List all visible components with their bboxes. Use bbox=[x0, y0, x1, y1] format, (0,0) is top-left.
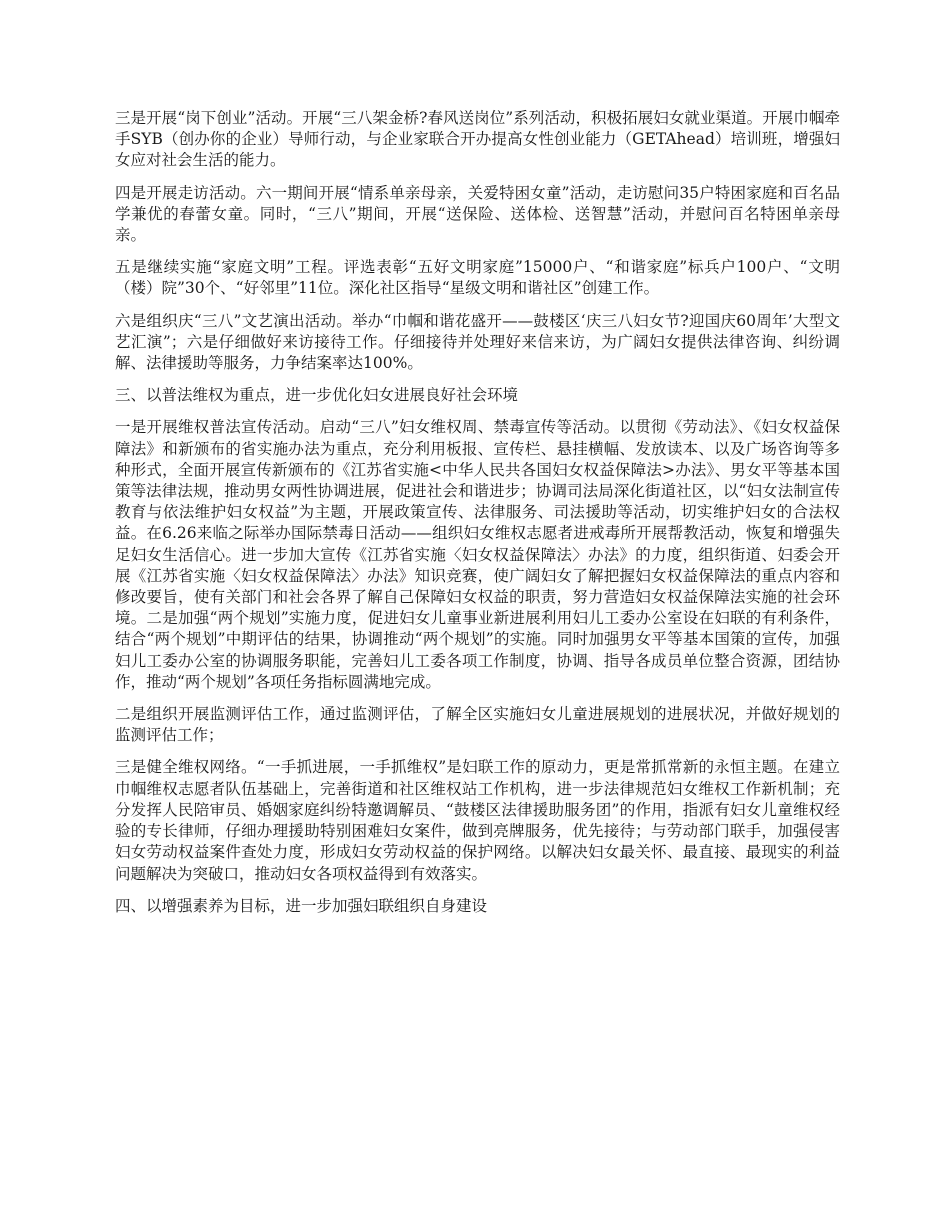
section-heading-self-building: 四、以增强素养为目标，进一步加强妇联组织自身建设 bbox=[115, 896, 488, 915]
paragraph-rights-network: 三是健全维权网络。“一手抓进展，一手抓维权”是妇联工作的原动力，更是常抓常新的永恒主题。在建立巾帼维权志愿者队伍基础上，完善街道和社区维权站工作机构，进一步法律规范妇女维权工作新机制；充分发挥人民陪审员、婚姻家庭纠纷特邀调解员、“鼓楼区法律援助服务团”的作用，指派有妇女儿童维权经验的专长律师，仔细办理援助特别困难妇女案件，做到亮牌服务，优先接待；与劳动部门联手，加强侵害妇女劳动权益案件查处力度，形成妇女劳动权益的保护网络。以解决妇女最关怀、最直接、最现实的利益问题解决为突破口，推动妇女各项权益得到有效落实。 bbox=[115, 758, 840, 883]
paragraph-legal-publicity: 一是开展维权普法宣传活动。启动“三八”妇女维权周、禁毒宣传等活动。以贯彻《劳动法》、《妇女权益保障法》和新颁布的省实施办法为重点，充分利用板报、宣传栏、悬挂横幅、发放读本、以及广场咨询等多种形式，全面开展宣传新颁布的《江苏省实施<中华人民共各国妇女权益保障法>办法》、男女平等基本国策等法律法规，推动男女两性协调进展，促进社会和谐进步；协调司法局深化街道社区，以“妇女法制宣传教育与依法维护妇女权益”为主题，开展政策宣传、法律服务、司法援助等活动，切实维护妇女的合法权益。在6.26来临之际举办国际禁毒日活动——组织妇女维权志愿者进戒毒所开展帮教活动，恢复和增强失足妇女生活信心。进一步加大宣传《江苏省实施〈妇女权益保障法〉办法》的力度，组织街道、妇委会开展《江苏省实施〈妇女权益保障法〉办法》知识竞赛，使广阔妇女了解把握妇女权益保障法的重点内容和修改要旨，使有关部门和社会各界了解自己保障妇女权益的职责，努力营造妇女权益保障法实施的社会环境。二是加强“两个规划”实施力度，促进妇女儿童事业新进展利用妇儿工委办公室设在妇联的有利条件，结合“两个规划”中期评估的结果，协调推动“两个规划”的实施。同时加强男女平等基本国策的宣传，加强妇儿工委办公室的协调服务职能，完善妇儿工委各项工作制度，协调、指导各成员单位整合资源，团结协作，推动“两个规划”各项任务指标圆满地完成。 bbox=[115, 418, 840, 691]
section-heading-legal-rights: 三、以普法维权为重点，进一步优化妇女进展良好社会环境 bbox=[115, 386, 519, 405]
paragraph-performance: 六是组织庆“三八”文艺演出活动。举办“巾帼和谐花盛开——鼓楼区‘庆三八妇女节?迎国庆60周年’大型文艺汇演”；六是仔细做好来访接待工作。仔细接待并处理好来信来访，为广阔妇女提供法律咨询、纠纷调解、法律援助等服务，力争结案率达100%。 bbox=[115, 311, 840, 373]
document-page bbox=[115, 108, 840, 928]
paragraph-entrepreneurship: 三是开展“岗下创业”活动。开展“三八架金桥?春风送岗位”系列活动，积极拓展妇女就业渠道。开展巾帼牵手SYB（创办你的企业）导师行动，与企业家联合开办提高女性创业能力（GETAhead）培训班，增强妇女应对社会生活的能力。 bbox=[115, 109, 840, 170]
paragraph-family-civilization: 五是继续实施“家庭文明”工程。评选表彰“五好文明家庭”15000户、“和谐家庭”标兵户100户、“文明（楼）院”30个、“好邻里”11位。深化社区指导“星级文明和谐社区”创建工作。 bbox=[115, 258, 840, 298]
paragraph-monitoring: 二是组织开展监测评估工作，通过监测评估，了解全区实施妇女儿童进展规划的进展状况，并做好规划的监测评估工作； bbox=[115, 705, 840, 745]
paragraph-visits: 四是开展走访活动。六一期间开展“情系单亲母亲，关爱特困女童”活动，走访慰问35户特困家庭和百名品学兼优的春蕾女童。同时，“三八”期间，开展“送保险、送体检、送智慧”活动，并慰问百名特困单亲母亲。 bbox=[115, 183, 840, 245]
